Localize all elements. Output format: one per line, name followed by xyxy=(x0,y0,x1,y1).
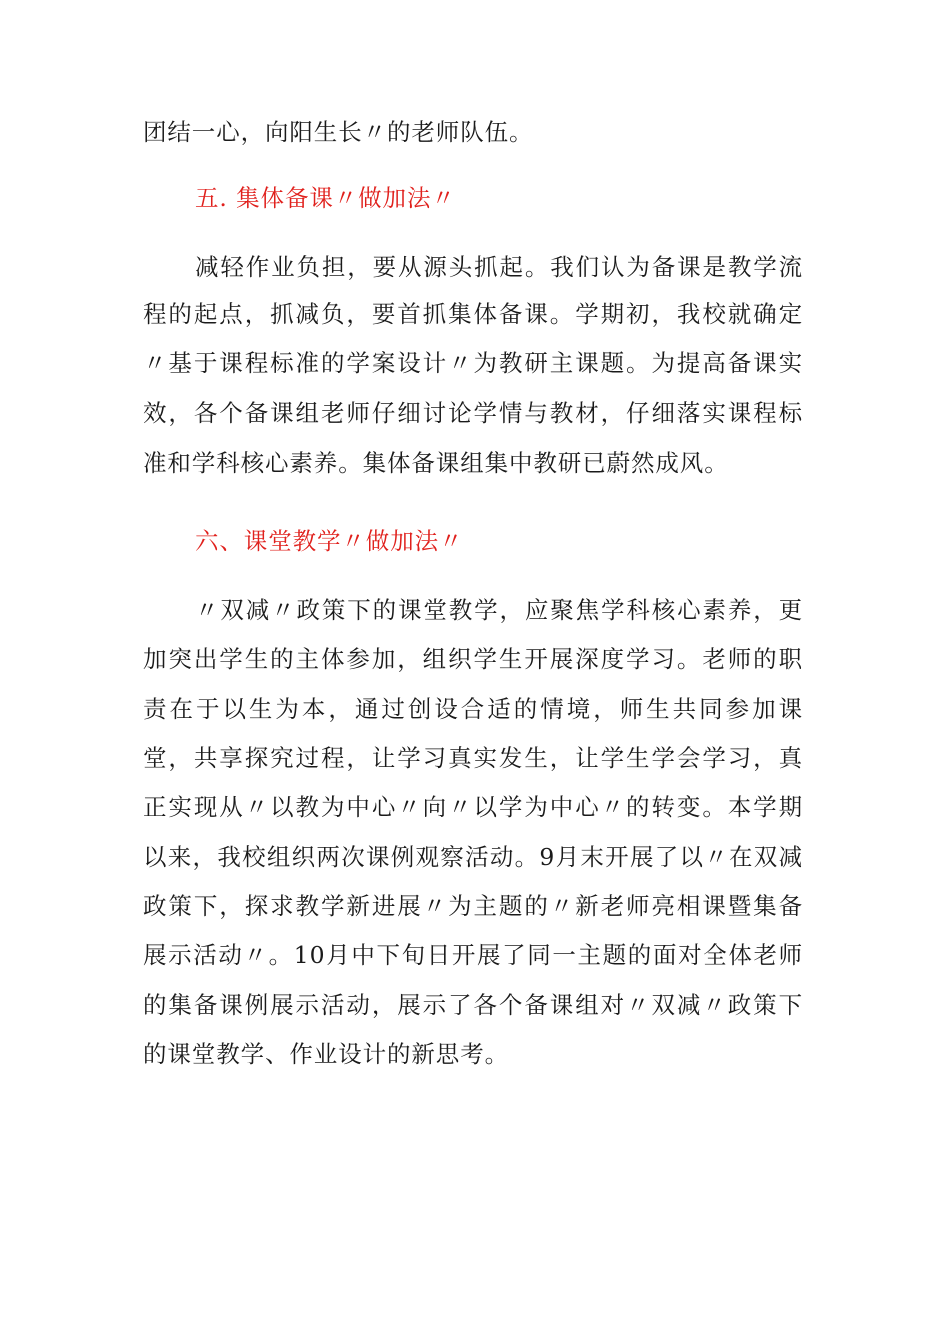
paragraph-line: 团结一心，向阳生长〃的老师队伍。 xyxy=(143,118,534,146)
paragraph-line: 堂，共享探究过程，让学习真实发生，让学生学会学习，真 xyxy=(143,744,803,772)
paragraph-line: 〃基于课程标准的学案设计〃为教研主课题。为提高备课实 xyxy=(143,349,803,377)
paragraph-line: 准和学科核心素养。集体备课组集中教研已蔚然成风。 xyxy=(143,449,729,477)
paragraph-line: 以来，我校组织两次课例观察活动。9月末开展了以〃在双减 xyxy=(143,843,803,871)
paragraph-line: 正实现从〃以教为中心〃向〃以学为中心〃的转变。本学期 xyxy=(143,793,803,821)
paragraph-line: 效，各个备课组老师仔细讨论学情与教材，仔细落实课程标 xyxy=(143,399,803,427)
paragraph-line: 政策下，探求教学新进展〃为主题的〃新老师亮相课暨集备 xyxy=(143,892,803,920)
paragraph-line: 的集备课例展示活动，展示了各个备课组对〃双减〃政策下 xyxy=(143,991,803,1019)
paragraph-line: 程的起点，抓减负，要首抓集体备课。学期初，我校就确定 xyxy=(143,300,803,328)
section-heading-6: 六、课堂教学〃做加法〃 xyxy=(195,527,464,555)
paragraph-line: 减轻作业负担，要从源头抓起。我们认为备课是教学流 xyxy=(195,253,803,281)
paragraph-line: 〃双减〃政策下的课堂教学，应聚焦学科核心素养，更 xyxy=(195,596,803,624)
paragraph-line: 的课堂教学、作业设计的新思考。 xyxy=(143,1040,509,1068)
paragraph-line: 展示活动〃。10月中下旬日开展了同一主题的面对全体老师 xyxy=(143,941,803,969)
section-heading-5: 五. 集体备课〃做加法〃 xyxy=(195,184,456,212)
paragraph-line: 加突出学生的主体参加，组织学生开展深度学习。老师的职 xyxy=(143,645,803,673)
paragraph-line: 责在于以生为本，通过创设合适的情境，师生共同参加课 xyxy=(143,695,803,723)
